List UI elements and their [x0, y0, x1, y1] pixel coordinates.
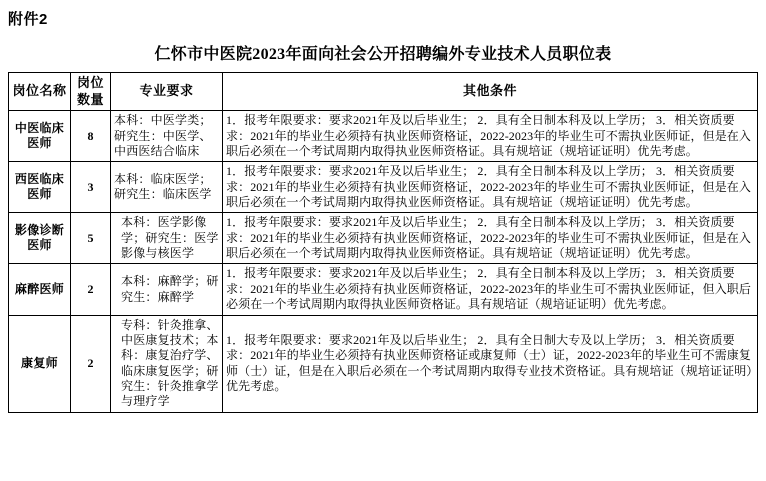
- cell-count: 3: [71, 162, 111, 213]
- cell-major: 专科：针灸推拿、中医康复技术；本科：康复治疗学、临床康复医学；研究生：针灸推拿学与理疗学: [111, 315, 223, 412]
- column-header-other: 其他条件: [223, 73, 758, 111]
- cell-other: 1．报考年限要求：要求2021年及以后毕业生； 2．具有全日制本科及以上学历； 3．相关资质要求：2021年的毕业生必须持有执业医师资格证，2022-2023年的毕业生可不需执业医师证，但是在入职后必须在一个考试周期内取得执业医师资格证。具有规培证（规培证证明）优先考虑。: [223, 213, 758, 264]
- cell-major: 本科：医学影像学；研究生：医学影像与核医学: [111, 213, 223, 264]
- job-position-table: [8, 72, 758, 413]
- cell-count: 8: [71, 111, 111, 162]
- cell-other: 1．报考年限要求：要求2021年及以后毕业生； 2．具有全日制大专及以上学历； 3．相关资质要求：2021年的毕业生必须持有执业医师资格证或康复师（士）证，2022-2023年的毕业生可不需康复师（士）证，但是在入职后必须在一个考试周期内取得专业技术资格证。具有规培证（规培证证明）优先考虑。: [223, 315, 758, 412]
- cell-count: 2: [71, 315, 111, 412]
- table-row: [9, 264, 758, 315]
- table-row: [9, 162, 758, 213]
- cell-post: 麻醉医师: [9, 264, 71, 315]
- attachment-label: 附件2: [8, 11, 48, 28]
- cell-count: 5: [71, 213, 111, 264]
- column-header-major: 专业要求: [111, 73, 223, 111]
- table-header-row: [9, 73, 758, 111]
- cell-post: 中医临床医师: [9, 111, 71, 162]
- cell-other: 1．报考年限要求：要求2021年及以后毕业生； 2．具有全日制本科及以上学历； 3．相关资质要求：2021年的毕业生必须持有执业医师资格证，2022-2023年的毕业生可不需执业医师证，但是在入职后必须在一个考试周期内取得执业医师资格证。具有规培证（规培证证明）优先考虑。: [223, 162, 758, 213]
- page-title: 仁怀市中医院2023年面向社会公开招聘编外专业技术人员职位表: [154, 46, 612, 63]
- cell-other: 1．报考年限要求：要求2021年及以后毕业生； 2．具有全日制本科及以上学历； 3．相关资质要求：2021年的毕业生必须持有执业医师资格证，2022-2023年的毕业生可不需执业医师证，但是在入职后必须在一个考试周期内取得执业医师资格证。具有规培证（规培证证明）优先考虑。: [223, 111, 758, 162]
- table-row: [9, 111, 758, 162]
- cell-major: 本科：临床医学；研究生：临床医学: [111, 162, 223, 213]
- column-header-count: 岗位数量: [71, 73, 111, 111]
- cell-major: 本科：中医学类；研究生：中医学、中西医结合临床: [111, 111, 223, 162]
- cell-major: 本科：麻醉学；研究生：麻醉学: [111, 264, 223, 315]
- cell-count: 2: [71, 264, 111, 315]
- cell-post: 康复师: [9, 315, 71, 412]
- table-body: [9, 111, 758, 412]
- column-header-post: 岗位名称: [9, 73, 71, 111]
- cell-other: 1．报考年限要求：要求2021年及以后毕业生； 2．具有全日制本科及以上学历； 3．相关资质要求：2021年的毕业生必须持有执业医师资格证，2022-2023年的毕业生可不需执业医师证，但入职后必须在一个考试周期内取得执业医师资格证。具有规培证（规培证证明）优先考虑。: [223, 264, 758, 315]
- cell-post: 影像诊断医师: [9, 213, 71, 264]
- table-row: [9, 213, 758, 264]
- table-row: [9, 315, 758, 412]
- cell-post: 西医临床医师: [9, 162, 71, 213]
